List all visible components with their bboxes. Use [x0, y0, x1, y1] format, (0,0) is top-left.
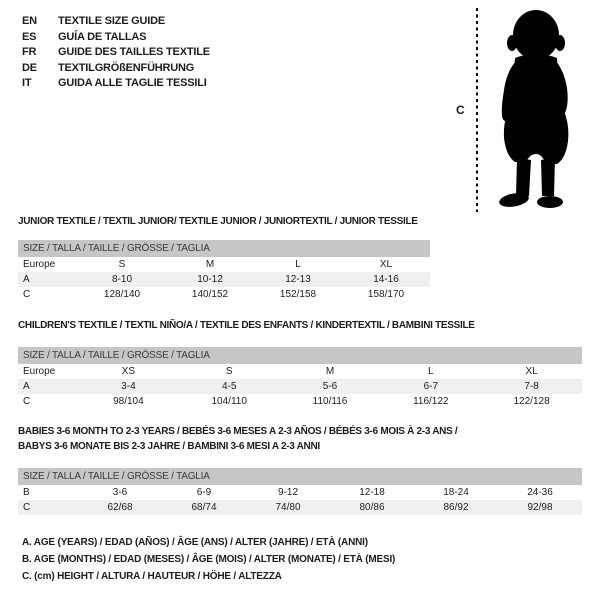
cell: M — [325, 366, 335, 377]
footnotes — [22, 534, 395, 585]
cell: 7-8 — [524, 381, 539, 392]
cell: 158/170 — [367, 289, 405, 300]
cell: XL — [525, 366, 538, 377]
size-header-bar: SIZE / TALLA / TAILLE / GRÖSSE / TAGLIA — [18, 240, 430, 257]
cell: 140/152 — [191, 289, 229, 300]
row-label: A — [23, 274, 30, 285]
language-title: TEXTILGRÖßENFÜHRUNG — [58, 61, 195, 74]
language-code: ES — [22, 30, 37, 43]
cell: 24-36 — [527, 487, 553, 498]
table-row — [18, 287, 430, 302]
language-title: GUIDA ALLE TAGLIE TESSILI — [58, 77, 207, 89]
language-title: GUÍA DE TALLAS — [58, 30, 147, 43]
cell: 3-4 — [121, 381, 136, 392]
size-header-bar: SIZE / TALLA / TAILLE / GRÖSSE / TAGLIA — [18, 468, 582, 485]
footnote-a: A. AGE (YEARS) / EDAD (AÑOS) / ÂGE (ANS) / ALTER (JAHRE) / ETÀ (ANNI) — [22, 537, 368, 548]
language-code: IT — [22, 77, 32, 89]
row-label: A — [23, 381, 30, 392]
language-row-en — [22, 14, 210, 30]
row-label: C — [23, 396, 31, 407]
language-row-es — [22, 30, 210, 46]
table-row — [18, 364, 582, 379]
height-measure-label: C — [456, 103, 465, 117]
row-label: Europe — [23, 366, 56, 377]
baby-figure — [440, 0, 600, 220]
cell: 62/68 — [107, 502, 133, 513]
row-label: Europe — [23, 259, 56, 270]
cell: 80/86 — [359, 502, 385, 513]
cell: 104/110 — [211, 396, 247, 407]
cell: XL — [379, 259, 393, 270]
table-body — [18, 257, 430, 302]
table-row — [18, 485, 582, 500]
cell: 92/98 — [527, 502, 553, 513]
language-list — [22, 14, 210, 92]
table-row — [18, 394, 582, 409]
cell: 74/80 — [275, 502, 301, 513]
cell: 86/92 — [443, 502, 469, 513]
cell: 12-13 — [285, 274, 311, 285]
table-title: JUNIOR TEXTILE / TEXTIL JUNIOR/ TEXTILE JUNIOR / JUNIORTEXTIL / JUNIOR TESSILE — [18, 216, 418, 227]
cell: S — [225, 366, 233, 377]
table-row — [18, 272, 430, 287]
footnote-b: B. AGE (MONTHS) / EDAD (MESES) / ÂGE (MOIS) / ALTER (MONATE) / ETÀ (MESI) — [22, 554, 396, 565]
table-title: CHILDREN'S TEXTILE / TEXTIL NIÑO/A / TEXTILE DES ENFANTS / KINDERTEXTIL / BAMBINI TESSILE — [18, 320, 475, 331]
cell: L — [295, 259, 301, 270]
footnote-c: C. (cm) HEIGHT / ALTURA / HAUTEUR / HÖHE / ALTEZZA — [22, 571, 282, 582]
row-label: B — [23, 487, 30, 498]
children-textile-table — [18, 320, 582, 409]
table-row — [18, 500, 582, 515]
cell: 14-16 — [373, 274, 399, 285]
cell: 18-24 — [443, 487, 469, 498]
cell: 6-9 — [196, 487, 212, 498]
row-label: C — [23, 289, 31, 300]
cell: 98/104 — [113, 396, 144, 407]
cell: 3-6 — [112, 487, 128, 498]
table-title: BABIES 3-6 MONTH TO 2-3 YEARS / BEBÉS 3-6 MESES A 2-3 AÑOS / BÉBÉS 3-6 MOIS À 2-3 ANS / — [18, 426, 458, 437]
language-code: DE — [22, 61, 37, 74]
baby-silhouette-icon — [484, 8, 589, 212]
table-body — [18, 485, 582, 515]
cell: 12-18 — [359, 487, 385, 498]
cell: 5-6 — [322, 381, 338, 392]
cell: 122/128 — [513, 396, 550, 407]
language-row-de — [22, 61, 210, 77]
cell: 4-5 — [221, 381, 237, 392]
language-row-it — [22, 76, 210, 92]
table-row — [18, 379, 582, 394]
height-measure-dashed-line — [476, 8, 478, 212]
table-title-line2: BABYS 3-6 MONATE BIS 2-3 JAHRE / BAMBINI 3-6 MESI A 2-3 ANNI — [18, 441, 320, 452]
language-title: GUIDE DES TAILLES TEXTILE — [58, 46, 210, 58]
cell: 110/116 — [312, 396, 348, 407]
cell: L — [428, 366, 434, 377]
junior-textile-table — [18, 216, 430, 302]
cell: M — [205, 259, 215, 270]
cell: 10-12 — [197, 274, 223, 285]
table-body — [18, 364, 582, 409]
cell: S — [118, 259, 126, 270]
row-label: C — [23, 502, 31, 513]
cell: 9-12 — [277, 487, 298, 498]
cell: 128/140 — [103, 289, 141, 300]
cell: 152/158 — [279, 289, 317, 300]
language-code: EN — [22, 15, 37, 27]
babies-textile-table — [18, 424, 582, 515]
cell: 6-7 — [423, 381, 439, 392]
cell: 8-10 — [111, 274, 132, 285]
cell: 116/122 — [413, 396, 449, 407]
table-row — [18, 257, 430, 272]
cell: XS — [121, 366, 136, 377]
language-code: FR — [22, 46, 37, 58]
language-title: TEXTILE SIZE GUIDE — [58, 15, 166, 27]
cell: 68/74 — [191, 502, 217, 513]
language-row-fr — [22, 45, 210, 61]
size-header-bar: SIZE / TALLA / TAILLE / GRÖSSE / TAGLIA — [18, 347, 582, 364]
